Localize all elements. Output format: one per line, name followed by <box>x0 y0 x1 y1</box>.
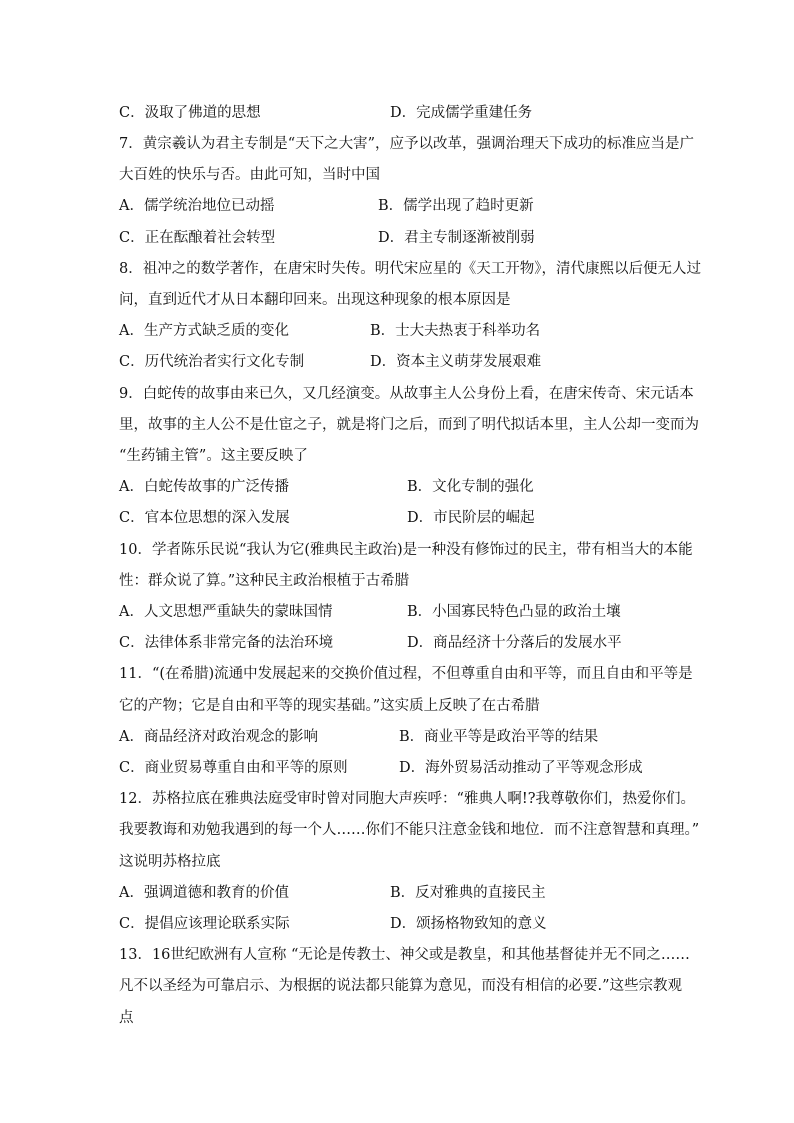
option-right: B．儒学出现了趋时更新 <box>378 198 534 214</box>
text-line: 里，故事的主人公不是仕宦之子，就是将门之后，而到了明代拟话本里，主人公却一变而为 <box>119 417 699 433</box>
option-right: D．商品经济十分落后的发展水平 <box>407 635 622 651</box>
text-line: 性：群众说了算。”这种民主政治根植于古希腊 <box>119 573 410 589</box>
text-line: 它的产物；它是自由和平等的现实基础。”这实质上反映了在古希腊 <box>119 698 540 714</box>
option-right: D．完成儒学重建任务 <box>390 105 533 121</box>
option-right: D．市民阶层的崛起 <box>407 510 535 526</box>
option-right: D．资本主义萌芽发展艰难 <box>370 354 542 370</box>
text-line: A．白蛇传故事的广泛传播 <box>119 479 289 495</box>
text-line: C．汲取了佛道的思想 <box>119 105 261 121</box>
option-right: D．海外贸易活动推动了平等观念形成 <box>399 760 643 776</box>
text-line: 9．白蛇传的故事由来已久，又几经演变。从故事主人公身份上看，在唐宋传奇、宋元话本 <box>119 386 694 402</box>
text-line: 大百姓的快乐与否。由此可知，当时中国 <box>119 167 380 183</box>
option-right: B．反对雅典的直接民主 <box>390 885 546 901</box>
text-line: A．强调道德和教育的价值 <box>119 885 289 901</box>
text-line: 11．“(在希腊)流通中发展起来的交换价值过程，不但尊重自由和平等，而且自由和平等是 <box>119 666 693 682</box>
text-line: C．法律体系非常完备的法治环境 <box>119 635 334 651</box>
option-right: D．君主专制逐渐被削弱 <box>378 230 535 246</box>
text-line: A．人文思想严重缺失的蒙昧国情 <box>119 604 333 620</box>
option-right: B．小国寡民特色凸显的政治土壤 <box>407 604 621 620</box>
text-line: 我要教诲和劝勉我遇到的每一个人……你们不能只注意金钱和地位．而不注意智慧和真理。” <box>119 822 700 838</box>
option-right: B．文化专制的强化 <box>407 479 534 495</box>
text-line: 13．16世纪欧洲有人宣称 “无论是传教士、神父或是教皇，和其他基督徒并无不同之…… <box>119 947 690 963</box>
text-line: C．历代统治者实行文化专制 <box>119 354 305 370</box>
text-line: 点 <box>119 1010 134 1026</box>
text-line: C．提倡应该理论联系实际 <box>119 916 290 932</box>
option-right: B．商业平等是政治平等的结果 <box>399 729 599 745</box>
text-line: A．商品经济对政治观念的影响 <box>119 729 318 745</box>
text-line: 这说明苏格拉底 <box>119 854 221 870</box>
text-line: C．正在酝酿着社会转型 <box>119 230 276 246</box>
text-line: 10．学者陈乐民说“我认为它(雅典民主政治)是一种没有修饰过的民主，带有相当大的本能 <box>119 542 693 558</box>
text-line: “生药铺主管”。这主要反映了 <box>119 448 308 464</box>
text-line: C．官本位思想的深入发展 <box>119 510 290 526</box>
text-line: A．儒学统治地位已动摇 <box>119 198 275 214</box>
text-line: C．商业贸易尊重自由和平等的原则 <box>119 760 348 776</box>
text-line: 12．苏格拉底在雅典法庭受审时曾对同胞大声疾呼：“雅典人啊!?我尊敬你们，热爱你们。 <box>119 791 695 807</box>
text-line: 凡不以圣经为可靠启示、为根据的说法都只能算为意见，而没有相信的必要.”这些宗教观 <box>119 978 683 994</box>
text-line: A．生产方式缺乏质的变化 <box>119 323 289 339</box>
option-right: B．士大夫热衷于科举功名 <box>370 323 541 339</box>
text-line: 7．黄宗羲认为君主专制是“天下之大害”，应予以改革，强调治理天下成功的标准应当是广 <box>119 136 695 152</box>
text-line: 8．祖冲之的数学著作，在唐宋时失传。明代宋应星的《天工开物》，清代康熙以后便无人过 <box>119 261 701 277</box>
option-right: D．颂扬格物致知的意义 <box>390 916 547 932</box>
text-line: 问，直到近代才从日本翻印回来。出现这种现象的根本原因是 <box>119 292 511 308</box>
